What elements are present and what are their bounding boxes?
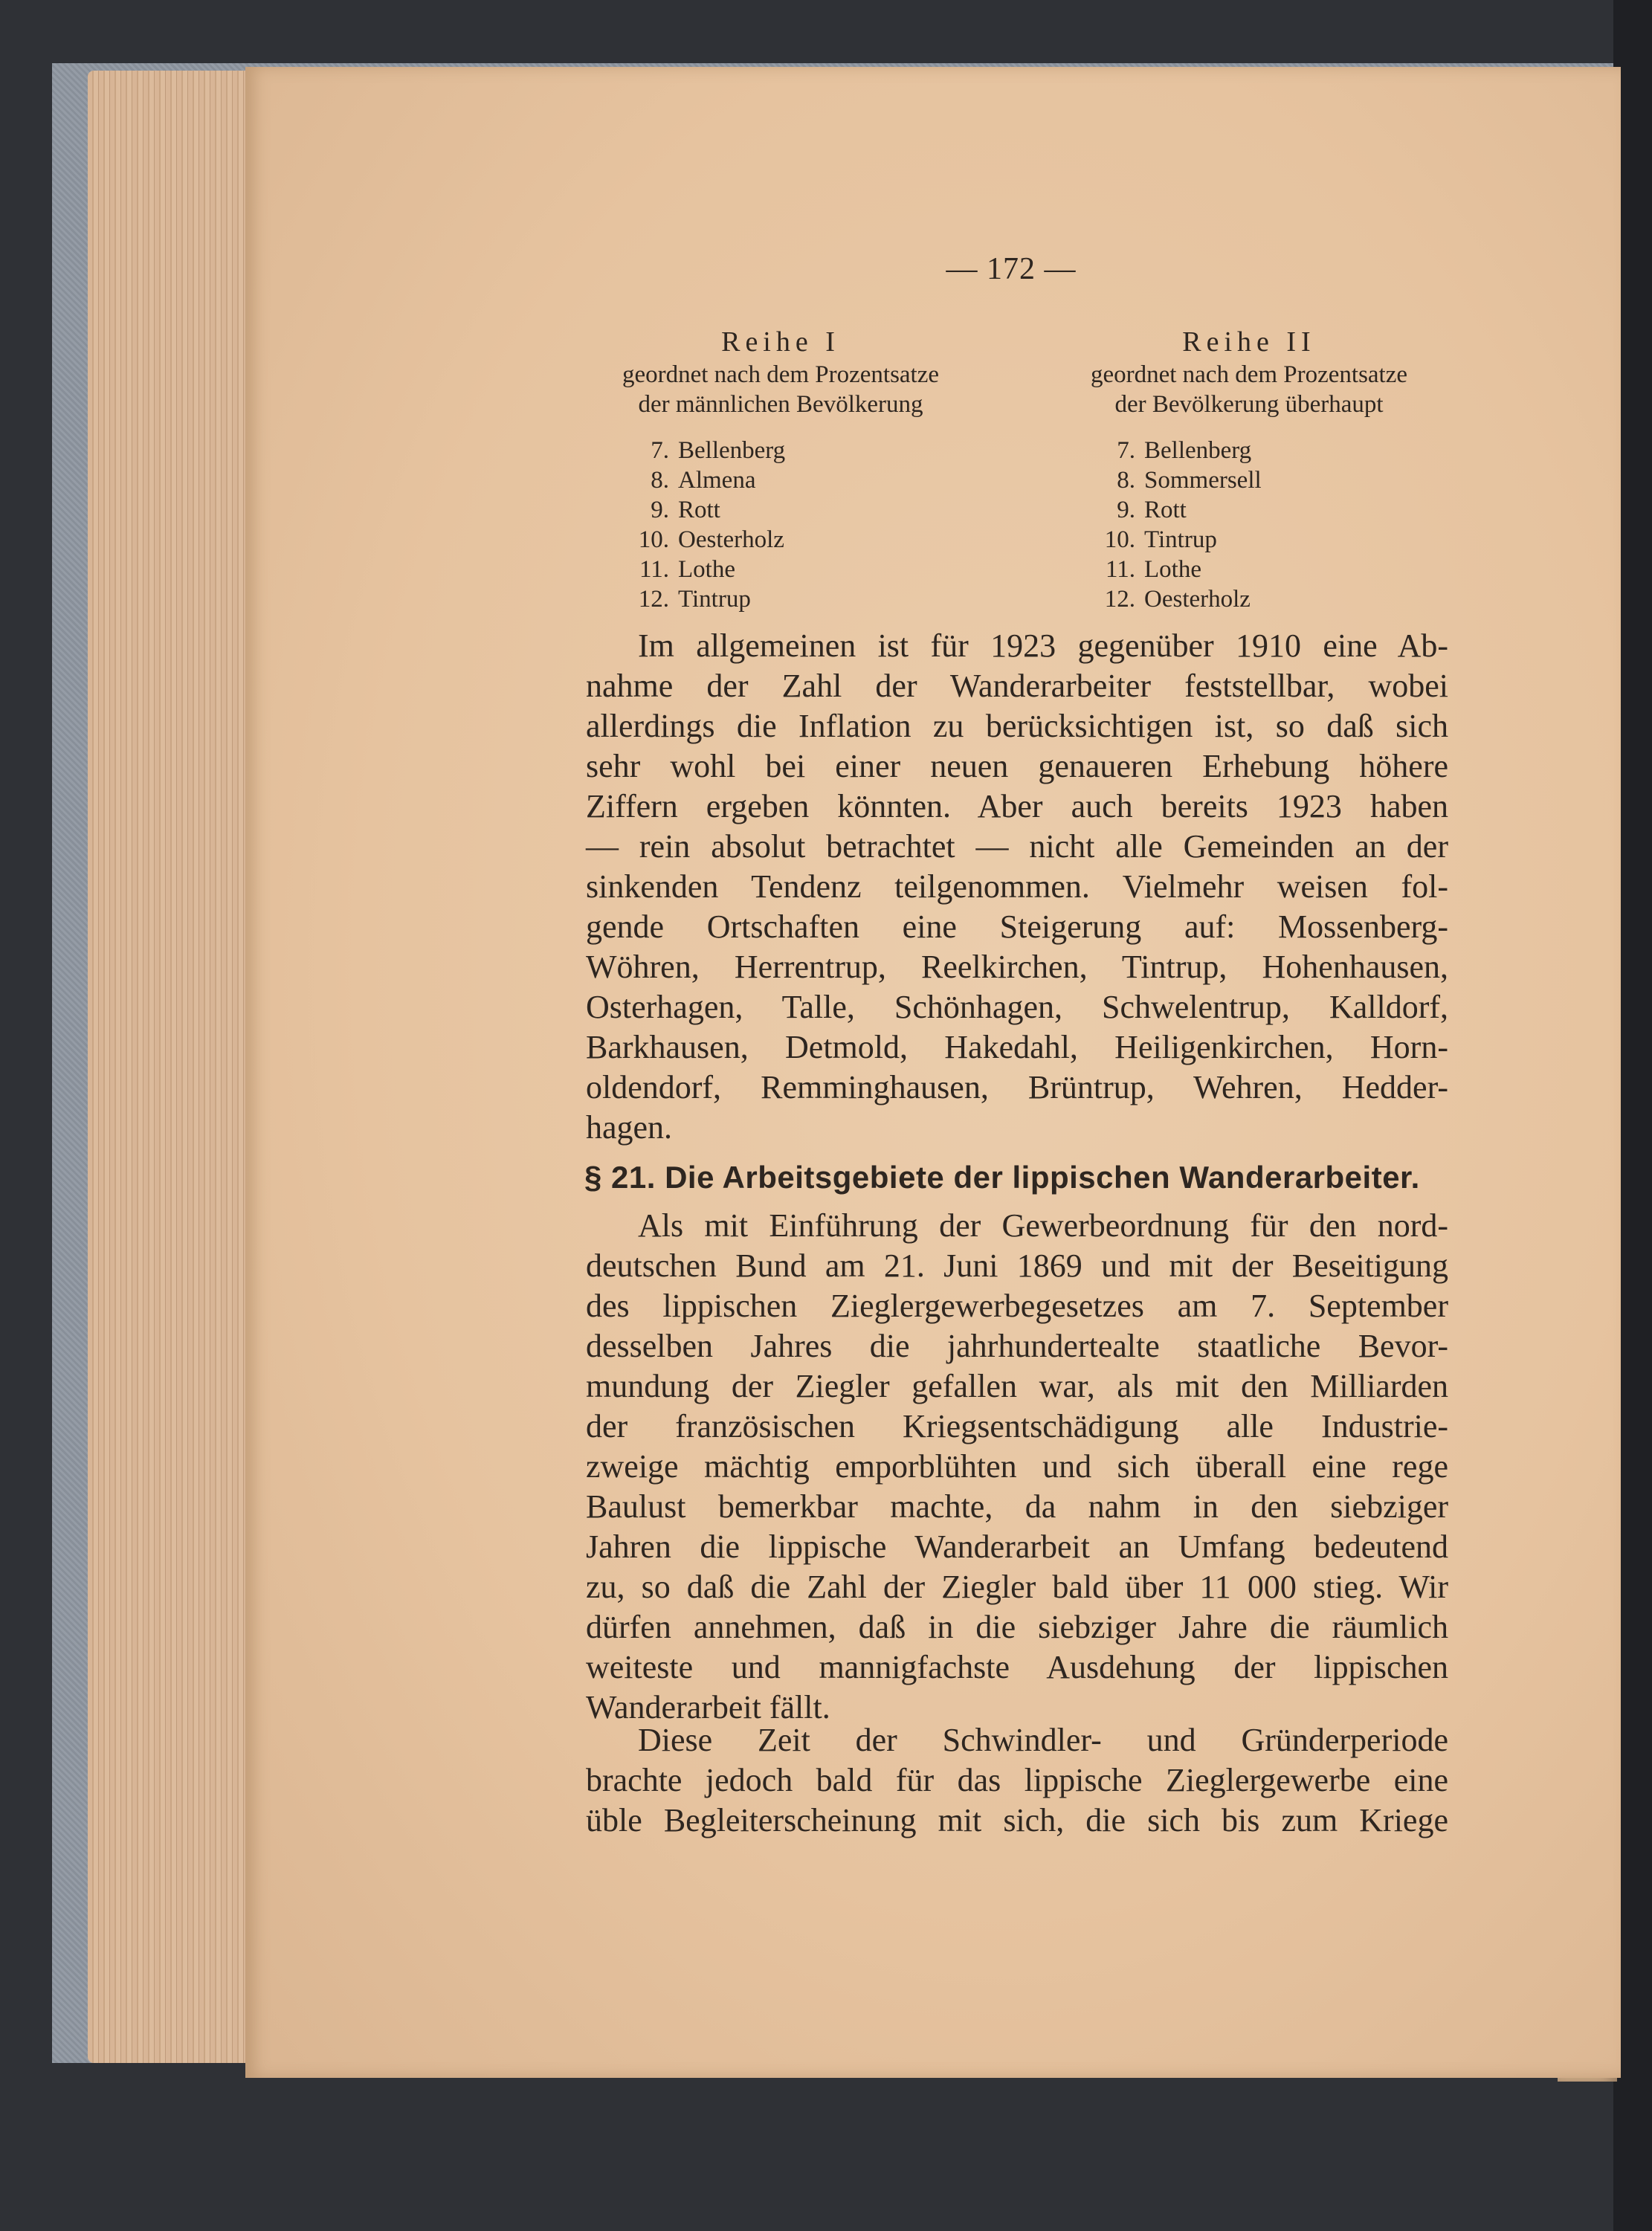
list-item-name: Tintrup — [678, 586, 751, 613]
list-item-number: 7. — [651, 437, 669, 464]
list-item-number: 10. — [638, 526, 669, 553]
paragraph-line: nahme der Zahl der Wanderarbeiter feststellbar, wobei — [586, 668, 1448, 704]
table-left-header — [565, 327, 996, 419]
paragraph-line: dürfen annehmen, daß in die siebziger Jahre die räumlich — [586, 1609, 1448, 1645]
list-item — [1089, 465, 1262, 495]
page-stack — [88, 71, 266, 2063]
section-heading: § 21. Die Arbeitsgebiete der lippischen Wanderarbeiter. — [584, 1160, 1420, 1195]
paragraph-line: deutschen Bund am 21. Juni 1869 und mit der Beseitigung — [586, 1247, 1448, 1284]
paragraph-line: Jahren die lippische Wanderarbeit an Umfang bedeutend — [586, 1528, 1448, 1565]
table-right-list — [1089, 436, 1262, 614]
paragraph-2 — [586, 1206, 1448, 1728]
list-item — [1089, 584, 1262, 614]
paragraph-line: Im allgemeinen ist für 1923 gegenüber 1910 eine Ab- — [638, 627, 1448, 664]
paragraph-line: zu, so daß die Zahl der Ziegler bald über 11 000 stieg. Wir — [586, 1569, 1448, 1605]
paragraph-line: Wöhren, Herrentrup, Reelkirchen, Tintrup, Hohenhausen, — [586, 949, 1448, 985]
paragraph-line: brachte jedoch bald für das lippische Zieglergewerbe eine — [586, 1762, 1448, 1798]
paragraph-line: Osterhagen, Talle, Schönhagen, Schwelentrup, Kalldorf, — [586, 989, 1448, 1025]
paragraph-line: zweige mächtig emporblühten und sich überall eine rege — [586, 1448, 1448, 1485]
list-item — [1089, 436, 1262, 465]
list-item — [623, 584, 785, 614]
paragraph-line: desselben Jahres die jahrhundertealte staatliche Bevor- — [586, 1328, 1448, 1364]
list-item-name: Bellenberg — [678, 437, 786, 464]
list-item-name: Bellenberg — [1144, 437, 1252, 464]
list-item — [1089, 495, 1262, 525]
list-item-name: Almena — [678, 467, 756, 494]
paragraph-line: Ziffern ergeben könnten. Aber auch bereits 1923 haben — [586, 788, 1448, 824]
list-item — [623, 555, 785, 584]
list-item-name: Lothe — [1144, 556, 1201, 583]
list-item — [623, 525, 785, 555]
list-item-number: 7. — [1117, 437, 1135, 464]
list-item — [623, 465, 785, 495]
paragraph-1 — [586, 626, 1448, 1148]
list-item-number: 11. — [639, 556, 669, 583]
list-item-number: 8. — [651, 467, 669, 494]
list-item-number: 12. — [1104, 586, 1135, 613]
table-right-desc-line2: der Bevölkerung überhaupt — [1114, 391, 1384, 418]
paragraph-line: der französischen Kriegsentschädigung alle Industrie- — [586, 1408, 1448, 1444]
paragraph-line: mundung der Ziegler gefallen war, als mit den Milliarden — [586, 1368, 1448, 1404]
paragraph-line: Als mit Einführung der Gewerbeordnung für den nord- — [638, 1207, 1448, 1244]
list-item-name: Oesterholz — [678, 526, 784, 553]
paragraph-line: weiteste und mannigfachste Ausdehung der lippischen — [586, 1649, 1448, 1685]
table-left-series: Reihe I — [721, 326, 840, 358]
paragraph-line: sehr wohl bei einer neuen genaueren Erhebung höhere — [586, 748, 1448, 784]
list-item — [1089, 555, 1262, 584]
paragraph-line: allerdings die Inflation zu berücksichtigen ist, so daß sich — [586, 708, 1448, 744]
list-item-number: 12. — [638, 586, 669, 613]
list-item-name: Lothe — [678, 556, 735, 583]
list-item-number: 9. — [651, 497, 669, 523]
paragraph-line: Diese Zeit der Schwindler- und Gründerperiode — [638, 1722, 1448, 1758]
paragraph-line: sinkenden Tendenz teilgenommen. Vielmehr weisen fol- — [586, 868, 1448, 905]
page-number: — 172 — — [946, 252, 1077, 286]
list-item — [623, 495, 785, 525]
table-left-list — [623, 436, 785, 614]
paragraph-line: hagen. — [586, 1109, 673, 1146]
table-left-desc-line1: geordnet nach dem Prozentsatze — [622, 361, 940, 388]
table-right-series: Reihe II — [1182, 326, 1316, 358]
list-item-name: Rott — [1144, 497, 1187, 523]
paragraph-line: Baulust bemerkbar machte, da nahm in den siebziger — [586, 1488, 1448, 1525]
list-item — [623, 436, 785, 465]
list-item-name: Sommersell — [1144, 467, 1262, 494]
list-item-number: 8. — [1117, 467, 1135, 494]
paragraph-line: — rein absolut betrachtet — nicht alle Gemeinden an der — [586, 828, 1448, 865]
paragraph-line: des lippischen Zieglergewerbegesetzes am 7. September — [586, 1288, 1448, 1324]
list-item-name: Rott — [678, 497, 720, 523]
table-right-header — [1037, 327, 1461, 419]
paragraph-line: oldendorf, Remminghausen, Brüntrup, Wehren, Hedder- — [586, 1069, 1448, 1105]
list-item — [1089, 525, 1262, 555]
table-left-desc-line2: der männlichen Bevölkerung — [638, 391, 923, 418]
table-right-desc-line1: geordnet nach dem Prozentsatze — [1090, 361, 1408, 388]
list-item-name: Oesterholz — [1144, 586, 1251, 613]
list-item-number: 9. — [1117, 497, 1135, 523]
list-item-name: Tintrup — [1144, 526, 1217, 553]
paragraph-line: gende Ortschaften eine Steigerung auf: Mossenberg- — [586, 908, 1448, 945]
list-item-number: 11. — [1105, 556, 1135, 583]
paragraph-line: Barkhausen, Detmold, Hakedahl, Heiligenkirchen, Horn- — [586, 1029, 1448, 1065]
list-item-number: 10. — [1104, 526, 1135, 553]
paragraph-3 — [586, 1720, 1448, 1841]
paragraph-line: üble Begleiterscheinung mit sich, die sich bis zum Kriege — [586, 1802, 1448, 1838]
paragraph-line: Wanderarbeit fällt. — [586, 1689, 830, 1725]
